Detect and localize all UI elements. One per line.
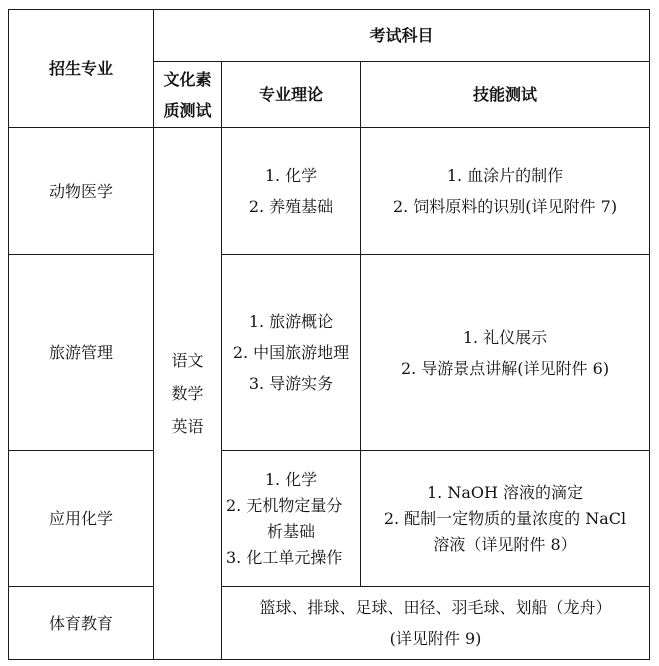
skill-item: 1. NaOH 溶液的滴定	[426, 482, 584, 502]
major-cell: 体育教育	[9, 587, 154, 660]
header-culture-test	[154, 62, 222, 128]
theory-item: 1. 化学	[264, 469, 318, 489]
theory-item: 3. 导游实务	[248, 374, 334, 393]
combined-item: (详见附件 9)	[389, 629, 482, 648]
theory-item: 2. 中国旅游地理	[232, 343, 350, 362]
header-major: 招生专业	[9, 10, 154, 128]
header-culture-test-line1: 文化素	[163, 69, 212, 89]
theory-item: 1. 化学	[264, 166, 318, 185]
skill-item: 2. 导游景点讲解(详见附件 6)	[400, 358, 610, 378]
major-cell: 旅游管理	[9, 255, 154, 451]
skill-item: 1. 血涂片的制作	[446, 166, 564, 185]
culture-subject: 语文	[171, 351, 204, 370]
skill-cell	[361, 128, 650, 255]
exam-subjects-table	[8, 9, 650, 660]
header-theory: 专业理论	[222, 62, 361, 128]
theory-item: 3. 化工单元操作	[226, 547, 343, 567]
theory-cell	[222, 128, 361, 255]
skill-item: 溶液（详见附件 8）	[433, 534, 577, 554]
theory-item: 2. 养殖基础	[248, 197, 334, 216]
theory-item: 2. 无机物定量分	[226, 495, 343, 515]
theory-item: 1. 旅游概论	[248, 312, 334, 331]
theory-cell	[222, 255, 361, 451]
major-cell: 应用化学	[9, 451, 154, 587]
combined-item: 篮球、排球、足球、田径、羽毛球、划船（龙舟）	[259, 598, 612, 617]
header-culture-test-line2: 质测试	[163, 100, 212, 120]
theory-cell	[222, 451, 361, 587]
skill-cell	[361, 255, 650, 451]
culture-subject: 数学	[171, 384, 204, 403]
header-exam-subjects: 考试科目	[154, 10, 650, 62]
culture-subjects-cell	[154, 128, 222, 660]
skill-cell	[361, 451, 650, 587]
header-skill: 技能测试	[361, 62, 650, 128]
skill-item: 1. 礼仪展示	[462, 327, 548, 347]
combined-skill-cell	[222, 587, 650, 660]
major-cell: 动物医学	[9, 128, 154, 255]
skill-item: 2. 配制一定物质的量浓度的 NaCl	[383, 508, 627, 528]
culture-subject: 英语	[171, 417, 204, 436]
theory-item: 析基础	[266, 521, 315, 541]
skill-item: 2. 饲料原料的识别(详见附件 7)	[392, 197, 618, 216]
